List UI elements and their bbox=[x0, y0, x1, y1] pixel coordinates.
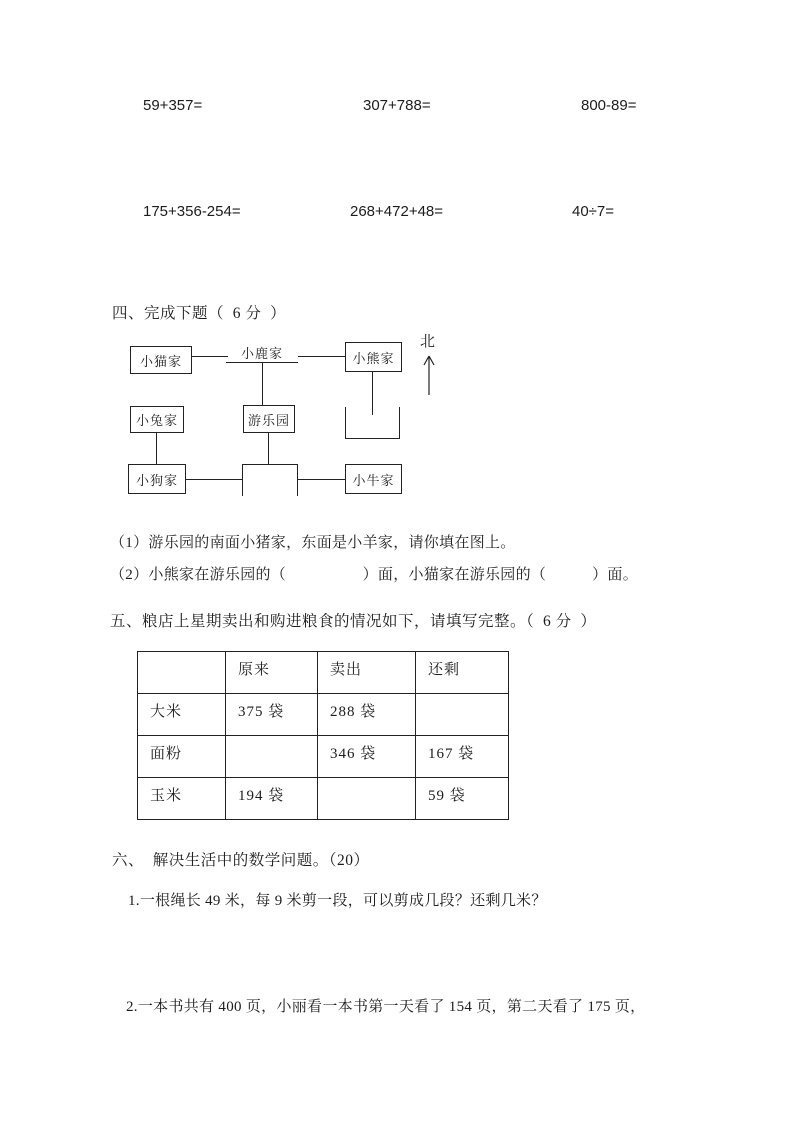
map-line-park-south bbox=[268, 433, 269, 464]
section-four-heading: 四、完成下题（ 6 分 ） bbox=[112, 305, 287, 322]
question-1: （1）游乐园的南面小猪家，东面是小羊家，请你填在图上。 bbox=[110, 535, 516, 551]
map-box-cat-house: 小猫家 bbox=[130, 346, 192, 374]
map-line-deer-bear bbox=[298, 356, 345, 357]
corn-remaining: 59 袋 bbox=[416, 778, 509, 820]
flour-remaining: 167 袋 bbox=[416, 736, 509, 778]
map-line-rabbit-dog bbox=[156, 433, 157, 464]
flour-original-blank bbox=[226, 736, 318, 778]
flour-sold: 346 袋 bbox=[318, 736, 416, 778]
map-box-empty-south bbox=[242, 464, 298, 496]
corn-original: 194 袋 bbox=[226, 778, 318, 820]
question-2: （2）小熊家在游乐园的（ ）面，小猫家在游乐园的（ ）面。 bbox=[110, 567, 639, 583]
section-six-heading: 六、 解决生活中的数学问题。（20） bbox=[112, 852, 370, 869]
map-line-deer-park bbox=[262, 363, 263, 405]
map-box-cow-house: 小牛家 bbox=[345, 464, 402, 494]
word-problem-1: 1.一根绳长 49 米，每 9 米剪一段，可以剪成几段？还剩几米？ bbox=[128, 893, 547, 909]
table-header-row bbox=[138, 652, 509, 694]
word-problem-2: 2.一本书共有 400 页，小丽看一本书第一天看了 154 页，第二天看了 175 页， bbox=[126, 999, 646, 1015]
north-arrow-icon bbox=[422, 351, 436, 397]
map-line-bear-east bbox=[372, 372, 373, 415]
table-row-flour bbox=[138, 736, 509, 778]
map-line-cat-deer bbox=[192, 356, 228, 357]
corn-sold-blank bbox=[318, 778, 416, 820]
map-box-amusement-park: 游乐园 bbox=[243, 405, 295, 433]
map-box-bear-house: 小熊家 bbox=[345, 342, 402, 372]
table-row-corn bbox=[138, 778, 509, 820]
table-header-remaining: 还剩 bbox=[416, 652, 509, 694]
math-problem-1: 59+357= bbox=[143, 97, 203, 114]
math-problem-6: 40÷7= bbox=[572, 203, 615, 220]
map-line-dog-south bbox=[186, 479, 242, 480]
table-header-sold: 卖出 bbox=[318, 652, 416, 694]
rice-original: 375 袋 bbox=[226, 694, 318, 736]
table-header-blank bbox=[138, 652, 226, 694]
row-label-rice: 大米 bbox=[138, 694, 226, 736]
math-problem-3: 800-89= bbox=[581, 97, 637, 114]
north-label: 北 bbox=[420, 334, 436, 350]
row-label-corn: 玉米 bbox=[138, 778, 226, 820]
map-box-dog-house: 小狗家 bbox=[128, 464, 186, 494]
row-label-flour: 面粉 bbox=[138, 736, 226, 778]
map-label-deer-house: 小鹿家 bbox=[226, 342, 298, 363]
section-five-heading: 五、粮店上星期卖出和购进粮食的情况如下，请填写完整。（ 6 分 ） bbox=[110, 613, 597, 630]
math-problem-4: 175+356-254= bbox=[143, 203, 241, 220]
rice-remaining-blank bbox=[416, 694, 509, 736]
map-line-south-cow bbox=[298, 479, 345, 480]
table-header-original: 原来 bbox=[226, 652, 318, 694]
grain-store-table bbox=[137, 651, 509, 820]
math-problem-2: 307+788= bbox=[363, 97, 431, 114]
map-box-rabbit-house: 小兔家 bbox=[130, 406, 184, 433]
table-row-rice bbox=[138, 694, 509, 736]
math-problem-5: 268+472+48= bbox=[350, 203, 444, 220]
rice-sold: 288 袋 bbox=[318, 694, 416, 736]
